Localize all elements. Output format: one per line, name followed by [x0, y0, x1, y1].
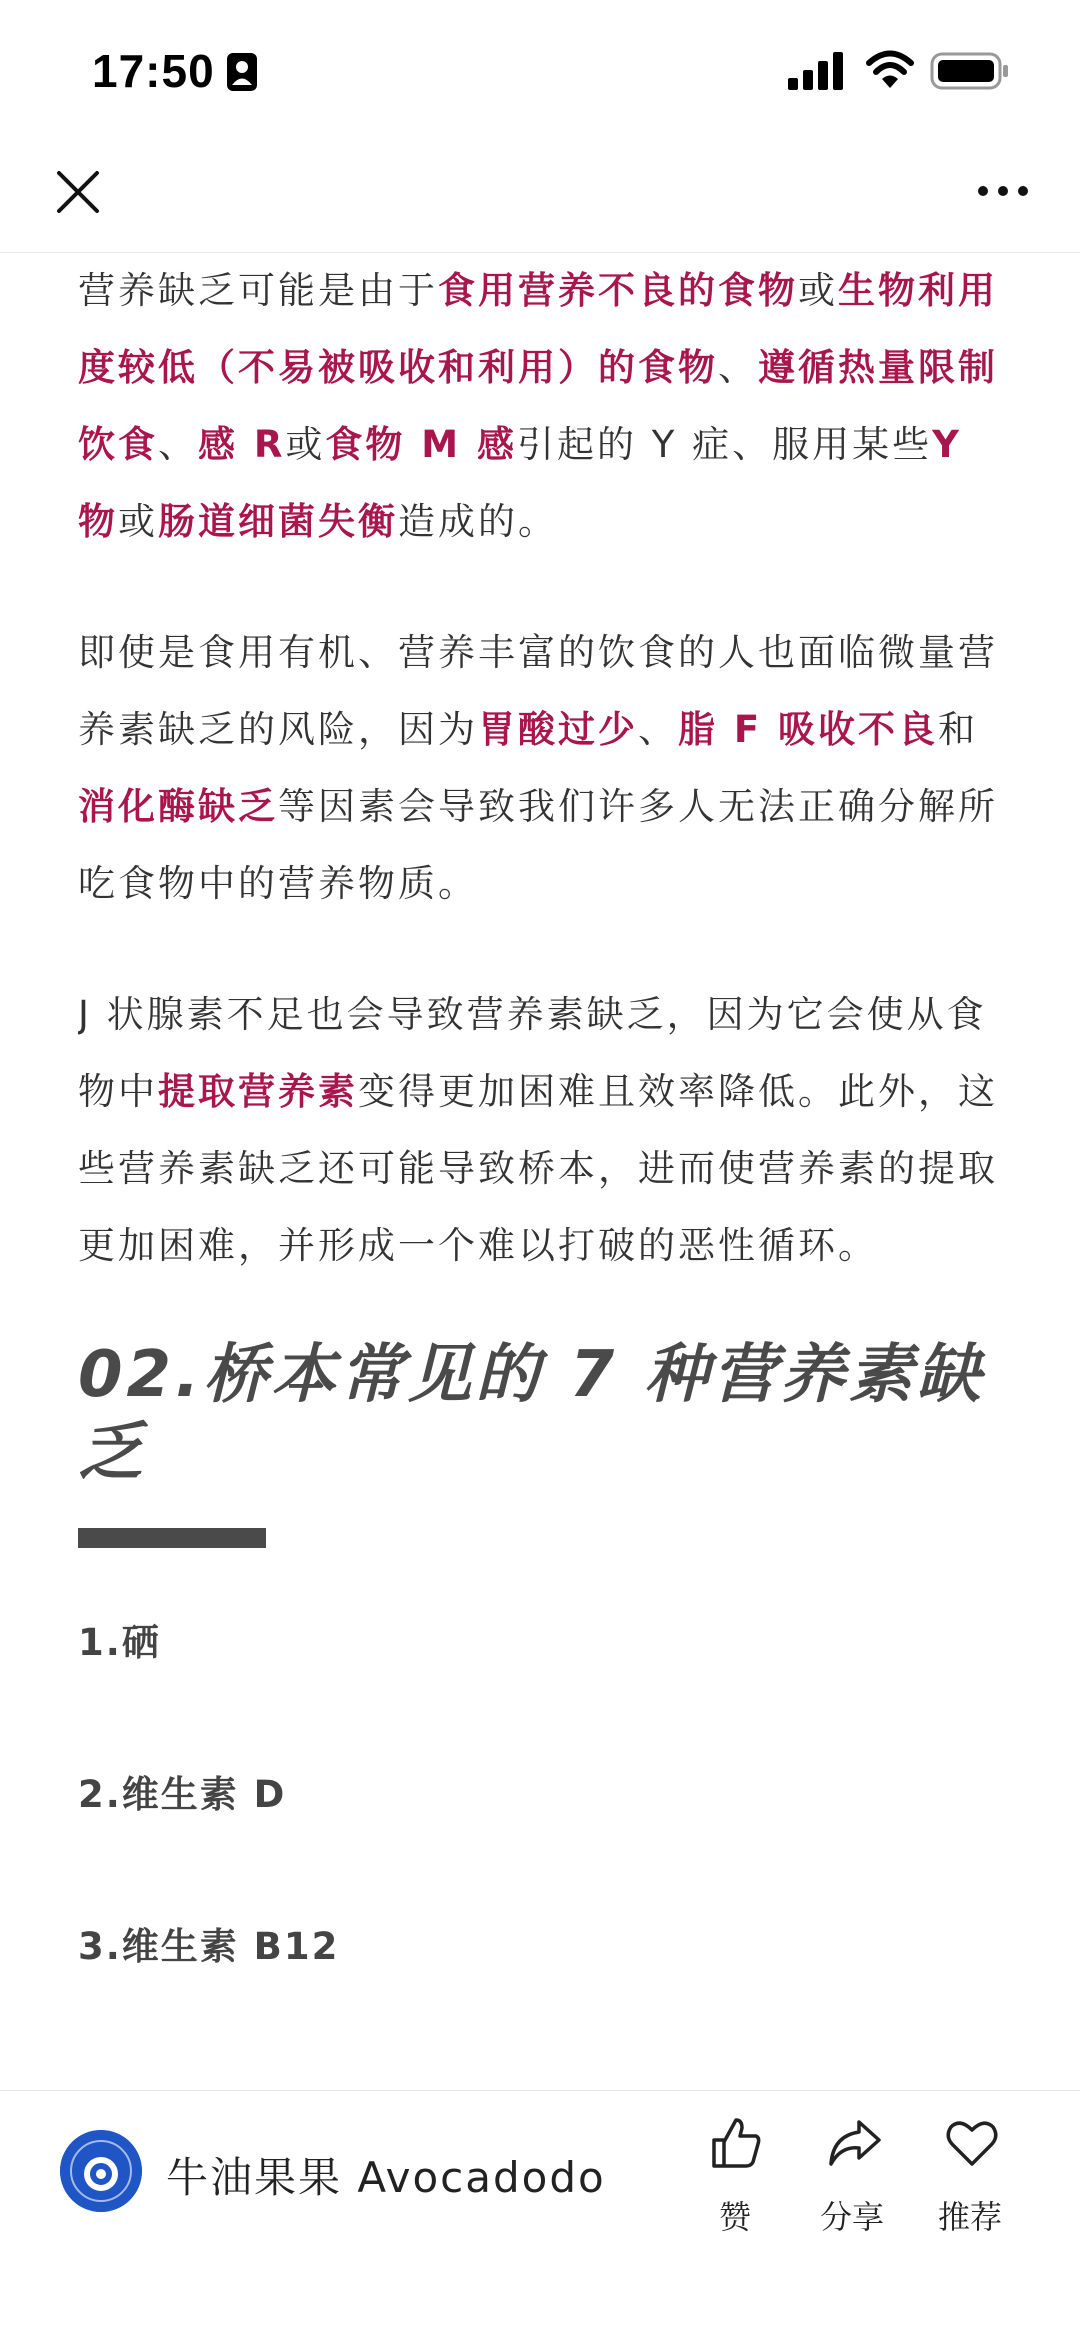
share-button[interactable] [807, 2110, 897, 2240]
like-label: 赞 [718, 2198, 751, 2236]
paragraph-text: 、 [158, 423, 198, 466]
nav-bar [0, 140, 1080, 253]
highlighted-text: Y 物 [78, 423, 962, 543]
highlighted-text: 食用营养不良的食物 [438, 269, 798, 312]
highlighted-text: 感 R [198, 423, 286, 466]
paragraph-text: 、 [638, 708, 678, 751]
contact-icon [226, 52, 258, 92]
paragraph-text: 或 [798, 269, 838, 312]
share-icon [827, 2116, 881, 2170]
paragraph-text: 引起的 Y 症、服用某些 [516, 423, 933, 466]
heart-icon [945, 2116, 999, 2170]
close-icon[interactable] [56, 170, 100, 214]
paragraph-2 [78, 614, 1002, 922]
recommend-button[interactable] [925, 2110, 1015, 2240]
recommend-label: 推荐 [937, 2198, 1002, 2236]
paragraph-text: 或 [285, 423, 326, 466]
status-bar [0, 0, 1080, 140]
paragraph-text: 即使是食用有机、营养丰富的饮食的人也面临微量营养素缺乏的风险，因为 [78, 631, 998, 751]
avatar[interactable] [60, 2130, 142, 2212]
highlighted-text: 食物 M 感 [325, 423, 517, 466]
battery-icon [930, 52, 1010, 90]
highlighted-text: 提取营养素 [158, 1070, 358, 1113]
account-name[interactable]: 牛油果果 Avocadodo [166, 2153, 606, 2202]
signal-icon [788, 52, 844, 90]
list-item: 1.硒 [78, 1621, 161, 1664]
highlighted-text: 脂 F 吸收不良 [678, 708, 939, 751]
paragraph-text: 和 [938, 708, 979, 751]
paragraph-1 [78, 252, 1002, 560]
wifi-icon [866, 50, 914, 90]
highlighted-text: 消化酶缺乏 [78, 785, 278, 828]
paragraph-text: 变得更加困难且效率降低。此外，这些营养素缺乏还可能导致桥本，进而使营养素的提取更加困难，并形成一个难以打破的恶性循环。 [78, 1070, 998, 1267]
highlighted-text: 遵循热量限制饮食 [78, 346, 998, 466]
paragraph-text: 等因素会导致我们许多人无法正确分解所吃食物中的营养物质。 [78, 785, 998, 905]
article-body [78, 252, 1002, 2090]
highlighted-text: 肠道细菌失衡 [158, 500, 398, 543]
highlighted-text: 胃酸过少 [478, 708, 638, 751]
bottom-bar [0, 2090, 1080, 2338]
paragraph-text: 或 [118, 500, 158, 543]
status-time: 17:50 [92, 45, 215, 97]
heading-underline [78, 1528, 266, 1548]
more-icon[interactable] [976, 184, 1030, 198]
paragraph-text: 、 [718, 346, 758, 389]
paragraph-text: 造成的。 [398, 500, 558, 543]
like-button[interactable] [690, 2110, 780, 2240]
share-label: 分享 [819, 2198, 884, 2236]
list-item: 2.维生素 D [78, 1773, 287, 1816]
highlighted-text: 生物利用度较低（不易被吸收和利用）的食物 [78, 269, 998, 389]
paragraph-text: J 状腺素不足也会导致营养素缺乏，因为它会使从食物中 [78, 993, 987, 1113]
list-item: 3.维生素 B12 [78, 1925, 340, 1968]
paragraph-3 [78, 976, 1002, 1284]
section-heading: 02.桥本常见的 7 种营养素缺乏 [78, 1338, 985, 1490]
thumbs-up-icon [710, 2116, 762, 2170]
paragraph-text: 营养缺乏可能是由于 [78, 269, 438, 312]
